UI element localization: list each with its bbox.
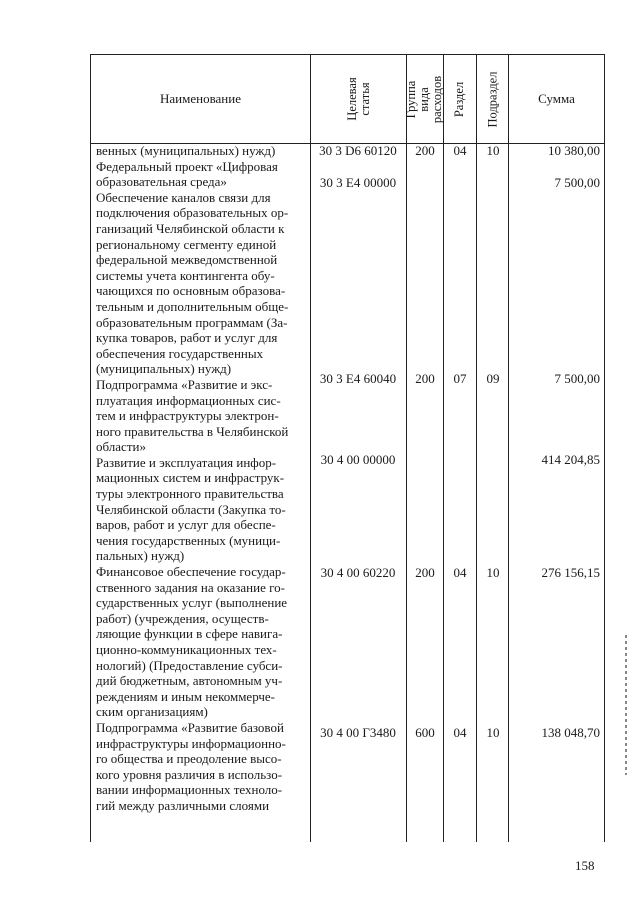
row-5-group: 600 (415, 725, 435, 740)
scan-edge-mark (625, 635, 627, 775)
row-0-subsection: 10 (486, 143, 500, 158)
name-line: Финансовое обеспечение государ- (96, 564, 286, 580)
name-line: инфраструктуры информационно- (96, 735, 286, 751)
name-line: Обеспечение каналов связи для (96, 189, 271, 205)
header-name (91, 55, 310, 143)
name-line: вании информационных техноло- (96, 782, 283, 798)
name-line: гий между различными слоями (96, 797, 270, 813)
name-line: тельным и дополнительным обще- (96, 298, 289, 314)
name-line: Федеральный проект «Цифровая (96, 158, 278, 174)
name-line: туры электронного правительства (96, 486, 284, 502)
name-line: реждениям и иным некоммерче- (96, 688, 276, 704)
row-1-amount: 7 500,00 (554, 175, 600, 190)
name-line: ственного задания на оказание го- (96, 579, 285, 595)
row-2-group: 200 (415, 371, 435, 386)
col-divider-name (310, 54, 311, 842)
name-line: варов, работ и услуг для обеспе- (96, 517, 276, 533)
header-subsection-label: Подраздел (485, 71, 499, 127)
row-0-code: 30 3 D6 60120 (319, 143, 397, 158)
col-divider-code (406, 54, 407, 842)
header-expense-group-label: Группа вида расходов (404, 75, 445, 123)
row-0-section: 04 (453, 143, 467, 158)
name-line: го общества и преодоление высо- (96, 751, 282, 767)
name-line: Подпрограмма «Развитие базовой (96, 719, 284, 735)
header-expense-group (404, 55, 445, 143)
row-4-amount: 276 156,15 (541, 565, 600, 580)
row-5-subsection: 10 (486, 725, 500, 740)
name-line: ного правительства в Челябинской (96, 423, 289, 439)
row-2-amount: 7 500,00 (554, 371, 600, 386)
row-5-amount: 138 048,70 (541, 725, 600, 740)
row-2-code: 30 3 E4 60040 (319, 371, 397, 386)
header-section (444, 55, 476, 143)
name-line: дий бюджетным, автономным уч- (96, 673, 283, 689)
name-line: пальных) нужд) (96, 548, 185, 564)
page-number: 158 (575, 858, 595, 873)
header-amount (509, 55, 604, 143)
name-line: федеральной межведомственной (96, 252, 278, 268)
name-line: (муниципальных) нужд) (96, 361, 232, 377)
name-line: кого уровня различия в использо- (96, 766, 283, 782)
header-name-label: Наименование (160, 91, 241, 106)
row-5-section: 04 (453, 725, 467, 740)
row-0-group: 200 (415, 143, 435, 158)
name-line: работ) (учреждения, осуществ- (96, 610, 269, 626)
name-line: плуатация информационных сис- (96, 392, 281, 408)
row-4-code: 30 4 00 60220 (320, 565, 396, 580)
name-line: Подпрограмма «Развитие и экс- (96, 376, 273, 392)
row-4-group: 200 (415, 565, 435, 580)
col-divider-section (476, 54, 477, 842)
name-line: чающихся по основным образова- (96, 283, 286, 299)
header-section-label: Раздел (452, 81, 467, 117)
name-line: купка товаров, работ и услуг для (96, 330, 278, 346)
name-line: обеспечения государственных (96, 345, 264, 361)
name-line: региональному сегменту единой (96, 236, 277, 252)
name-line: мационных систем и инфраструк- (96, 470, 285, 486)
name-line: образовательным программам (За- (96, 314, 288, 330)
name-line: чения государственных (муници- (96, 532, 281, 548)
col-divider-group (443, 54, 444, 842)
row-0-amount: 10 380,00 (548, 143, 600, 158)
name-line: сударственных услуг (выполнение (96, 595, 288, 611)
header-subsection (477, 55, 508, 143)
name-line: области» (96, 439, 146, 455)
table-right-border (604, 54, 605, 842)
row-2-subsection: 09 (486, 371, 500, 386)
row-3-amount: 414 204,85 (541, 452, 600, 467)
name-column (96, 143, 305, 814)
name-line: ским организациям) (96, 704, 208, 720)
name-line: подключения образовательных ор- (96, 205, 289, 221)
table-left-border (90, 54, 91, 842)
row-1-code: 30 3 E4 00000 (319, 175, 397, 190)
header-target-article (311, 55, 406, 143)
col-divider-subsection (508, 54, 509, 842)
row-3-code: 30 4 00 00000 (320, 452, 396, 467)
name-line: Челябинской области (Закупка то- (96, 501, 286, 517)
row-4-section: 04 (453, 565, 467, 580)
row-2-section: 07 (453, 371, 467, 386)
row-5-code: 30 4 00 Г3480 (320, 725, 396, 740)
name-line: тем и инфраструктуры электрон- (96, 408, 279, 424)
name-line: Развитие и эксплуатация инфор- (96, 454, 277, 470)
header-amount-label: Сумма (538, 91, 575, 106)
name-line: системы учета контингента обу- (96, 267, 275, 283)
name-line: ляющие функции в сфере навига- (96, 626, 283, 642)
name-line: венных (муниципальных) нужд) (96, 143, 276, 158)
header-target-article-label: Целевая статья (344, 77, 372, 121)
name-line: ционно-коммуникационных тех- (96, 642, 277, 657)
name-line: образовательная среда» (96, 174, 227, 190)
row-4-subsection: 10 (486, 565, 500, 580)
name-line: ганизаций Челябинской области к (96, 220, 285, 236)
name-line: нологий) (Предоставление субси- (96, 657, 283, 673)
